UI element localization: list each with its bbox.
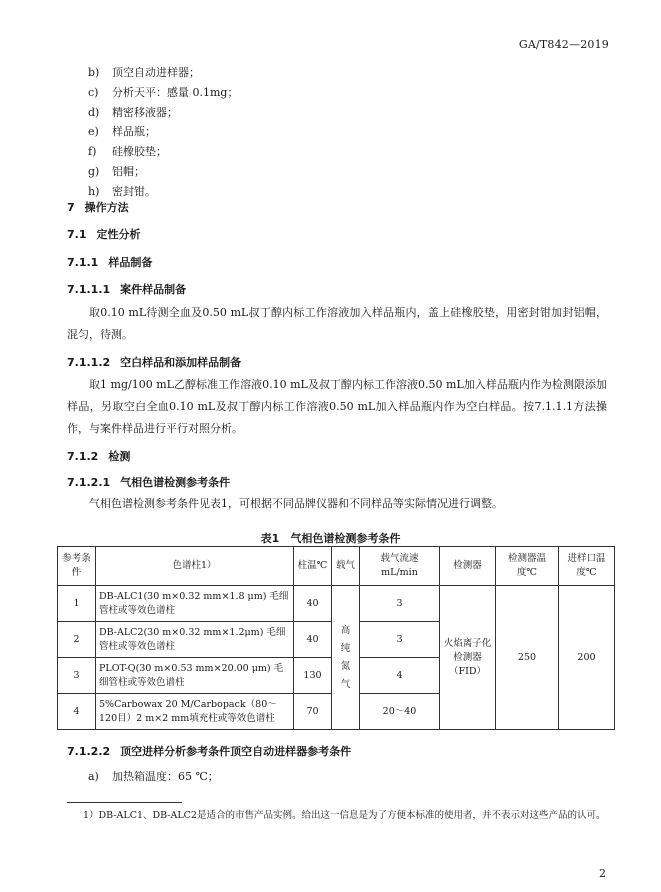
list-item: e) 样品瓶； — [88, 125, 156, 139]
header-detector: 检测器 — [440, 547, 496, 586]
cell-injector-temp: 200 — [559, 586, 615, 730]
cell-flow-rate: 3 — [360, 622, 440, 658]
page-number: 2 — [599, 867, 606, 880]
table-header-row — [58, 547, 615, 586]
cell-condition: 2 — [58, 622, 96, 658]
list-item: c) 分析天平：感量 0.1mg； — [88, 85, 239, 99]
list-item: h) 密封钳。 — [88, 184, 156, 198]
gc-conditions-table — [57, 546, 615, 730]
standard-code: GA/T842—2019 — [518, 38, 609, 51]
list-item: f) 硅橡胶垫； — [88, 145, 167, 159]
header-flow-rate: 载气流速mL/min — [360, 547, 440, 586]
header-injector-temp: 进样口温度℃ — [559, 547, 615, 586]
cell-column-temp: 70 — [294, 694, 332, 730]
table-caption: 表1 气相色谱检测参考条件 — [260, 532, 401, 545]
cell-column: 5%Carbowax 20 M/Carbopack（80～120目）2 m×2 mm填充柱或等效色谱柱 — [96, 694, 294, 730]
cell-column: PLOT-Q(30 m×0.53 mm×20.00 μm) 毛细管柱或等效色谱柱 — [96, 658, 294, 694]
header-detector-temp: 检测器温度℃ — [496, 547, 559, 586]
cell-detector: 火焰离子化检测器（FID） — [440, 586, 496, 730]
footnote-divider — [67, 802, 182, 803]
cell-column-temp: 130 — [294, 658, 332, 694]
header-condition: 参考条件 — [58, 547, 96, 586]
list-item: b) 顶空自动进样器； — [88, 66, 200, 79]
cell-condition: 4 — [58, 694, 96, 730]
cell-detector-temp: 250 — [496, 586, 559, 730]
heading-7-1-2: 7.1.2 检测 — [67, 450, 131, 463]
list-item: a) 加热箱温度：65 ℃； — [88, 770, 219, 783]
list-item: d) 精密移液器； — [88, 105, 178, 119]
heading-7-1-2-2: 7.1.2.2 顶空进样分析参考条件顶空自动进样器参考条件 — [67, 745, 352, 758]
paragraph-7-1-1-2: 取1 mg/100 mL乙醇标准工作溶液0.10 mL及叔丁醇内标工作溶液0.50 mL加入样品瓶内作为检测限添加样品，另取空白全血0.10 mL及叔丁醇内标工作溶液0.50 mL加入样品瓶内作为空白样品。按7.1.1.1方法操作，与案件样品进行平行对照分析。 — [67, 378, 607, 435]
header-column-temp: 柱温℃ — [294, 547, 332, 586]
heading-7-1-1: 7.1.1 样品制备 — [67, 256, 153, 269]
cell-column-temp: 40 — [294, 586, 332, 622]
cell-flow-rate: 3 — [360, 586, 440, 622]
paragraph-7-1-1-1: 取0.10 mL待测全血及0.50 mL叔丁醇内标工作溶液加入样品瓶内，盖上硅橡胶垫，用密封钳加封铝帽，混匀，待测。 — [67, 306, 607, 341]
cell-carrier-gas: 高纯氮气 — [332, 586, 360, 730]
table-row — [58, 586, 615, 622]
cell-condition: 3 — [58, 658, 96, 694]
heading-7-1-2-1: 7.1.2.1 气相色谱检测参考条件 — [67, 476, 231, 489]
heading-7-1-1-1: 7.1.1.1 案件样品制备 — [67, 283, 187, 296]
cell-condition: 1 — [58, 586, 96, 622]
cell-column: DB-ALC2(30 m×0.32 mm×1.2μm) 毛细管柱或等效色谱柱 — [96, 622, 294, 658]
heading-7: 7 操作方法 — [67, 201, 129, 214]
cell-column: DB-ALC1(30 m×0.32 mm×1.8 μm) 毛细管柱或等效色谱柱 — [96, 586, 294, 622]
list-item: g) 铝帽； — [88, 164, 145, 178]
heading-7-1: 7.1 定性分析 — [67, 228, 141, 241]
cell-flow-rate: 4 — [360, 658, 440, 694]
heading-7-1-1-2: 7.1.1.2 空白样品和添加样品制备 — [67, 356, 242, 369]
header-carrier-gas: 载气 — [332, 547, 360, 586]
equipment-list — [88, 63, 588, 202]
header-column: 色谱柱1） — [96, 547, 294, 586]
cell-column-temp: 40 — [294, 622, 332, 658]
footnote: 1）DB-ALC1、DB-ALC2是适合的市售产品实例。给出这一信息是为了方便本标准的使用者，并不表示对这些产品的认可。 — [83, 810, 606, 821]
paragraph-7-1-2-1: 气相色谱检测参考条件见表1，可根据不同品牌仪器和不同样品等实际情况进行调整。 — [89, 497, 503, 510]
cell-flow-rate: 20～40 — [360, 694, 440, 730]
